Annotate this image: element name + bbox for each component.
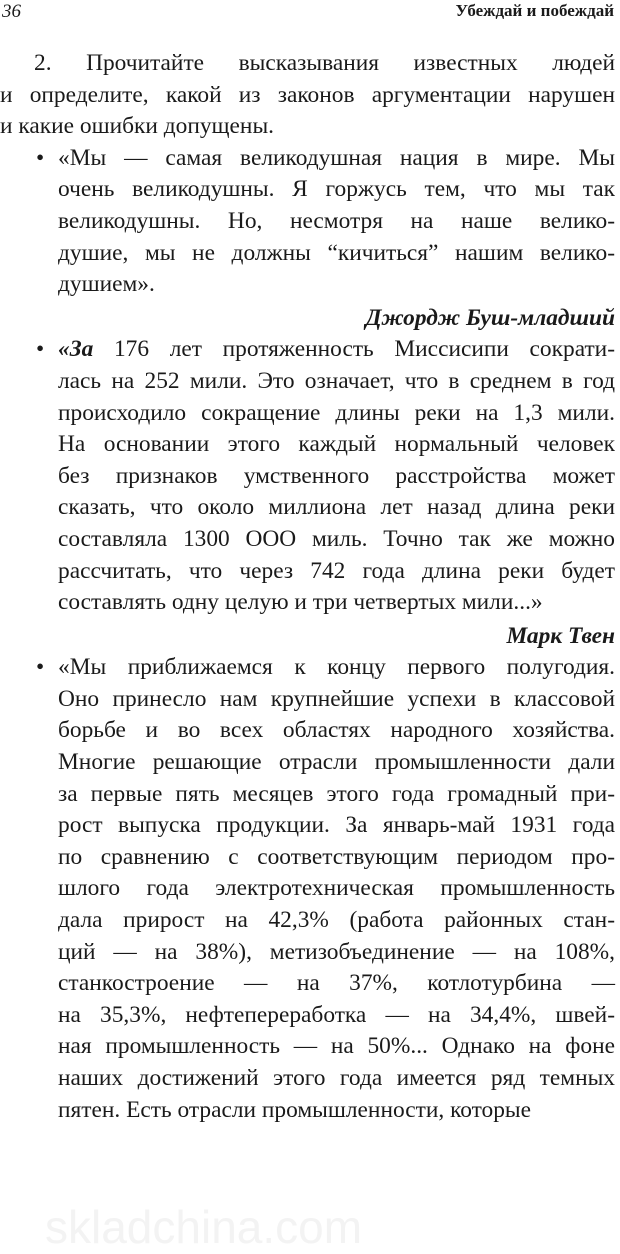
text-line: душие, мы не должны “кичиться” нашим велико- — [58, 239, 615, 266]
text-line: борьбе и во всех областях народного хозяйства. — [58, 717, 615, 744]
text-line: пятен. Есть отрасли промышленности, которые — [58, 1096, 532, 1123]
text-line: рассчитать, что через 742 года длина реки будет — [58, 557, 615, 584]
text-line: На основании этого каждый нормальный человек — [58, 431, 615, 458]
text-line: рост выпуска продукции. За январь-май 1931 года — [58, 812, 615, 839]
text-line: Многие решающие отрасли промышленности дали — [58, 749, 615, 776]
text-line: и какие ошибки допущены. — [0, 113, 275, 140]
bullet: • — [36, 654, 45, 681]
text-line: лась на 252 мили. Это означает, что в среднем в год — [58, 367, 615, 394]
text-line: «Мы приближаемся к концу первого полугодия. — [58, 654, 615, 681]
text-line: без признаков умственного расстройства может — [58, 462, 615, 489]
bullet: • — [36, 144, 45, 171]
task-paragraph — [0, 48, 615, 143]
text-line — [58, 334, 615, 366]
watermark: skladchina.com — [45, 1201, 363, 1253]
running-title: Убеждай и побеждай — [455, 1, 614, 20]
text-line: станкостроение — на 37%, котлотурбина — — [58, 970, 615, 997]
quote-item — [0, 334, 615, 618]
text-line: наших достижений этого года имеется ряд темных — [58, 1065, 615, 1091]
text-line: «Мы — самая великодушная нация в мире. Мы — [58, 144, 615, 171]
quote-author: Марк Твен — [506, 622, 615, 649]
text-line: сказать, что около миллиона лет назад длина реки — [58, 494, 615, 521]
text-line: за первые пять месяцев этого года громадный при- — [58, 780, 615, 807]
text-line: 2. Прочитайте высказывания известных людей — [34, 50, 615, 76]
text-line: Оно принесло нам крупнейшие успехи в классовой — [58, 685, 615, 712]
text-line: великодушны. Но, несмотря на наше велико- — [58, 207, 615, 234]
quote-lead: «За — [58, 336, 94, 363]
text-line: по сравнению с соответствующим периодом про- — [58, 843, 615, 870]
text-line: шлого года электротехническая промышленность — [58, 875, 615, 902]
text-line: составлять одну целую и три четвертых мили...» — [58, 589, 543, 616]
text-line-rest: 176 лет протяженность Миссисипи сократи- — [93, 336, 615, 363]
page-body — [0, 48, 615, 1126]
text-line: дала прирост на 42,3% (работа районных стан- — [58, 907, 615, 934]
quote-item — [0, 143, 615, 301]
text-line: душием». — [58, 271, 155, 298]
text-line: и определите, какой из законов аргументации нарушен — [0, 81, 615, 108]
text-line: очень великодушны. Я горжусь тем, что мы так — [58, 176, 615, 203]
page-number: 36 — [2, 1, 21, 22]
text-line: на 35,3%, нефтепереработка — на 34,4%, швей- — [58, 1001, 615, 1028]
text-line: составляла 1300 ООО миль. Точно так же можно — [58, 525, 615, 552]
text-line: происходило сокращение длины реки на 1,3 мили. — [58, 399, 615, 426]
bullet: • — [36, 336, 45, 363]
quote-item — [0, 652, 615, 1126]
text-line: ная промышленность — на 50%... Однако на фоне — [58, 1033, 615, 1060]
quote-author: Джордж Буш-младший — [365, 304, 615, 331]
text-line: ций — на 38%), метизобъединение — на 108%, — [58, 938, 615, 965]
page-header — [0, 0, 620, 26]
